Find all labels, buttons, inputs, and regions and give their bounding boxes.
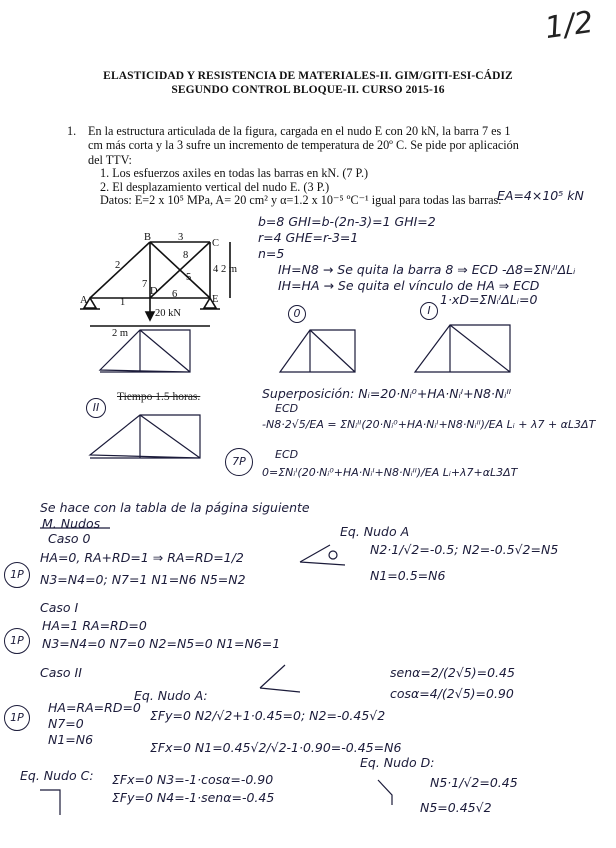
hw-superposition: Superposición: Nᵢ=20·Nᵢ⁰+HA·Nᵢᴵ+N8·Nᵢᴵᴵ <box>262 386 512 401</box>
points-marker-7p: 7P <box>225 448 253 476</box>
hw-caso-0: Caso 0 <box>48 531 91 546</box>
question-item-2: 2. El desplazamiento vertical del nudo E. (3 P.) <box>100 180 330 194</box>
node-d: E <box>212 294 219 305</box>
time-limit: Tiempo 1.5 horas. <box>117 391 201 403</box>
hw-eq-c-1: ΣFx=0 N3=-1·cosα=-0.90 <box>112 772 274 787</box>
dim-vertical: 2 m <box>221 264 238 275</box>
case-0-marker: 0 <box>288 305 306 323</box>
bar-label-6: 6 <box>172 289 178 300</box>
bar-label-4: 4 <box>213 264 219 275</box>
hw-caso2-c: N1=N6 <box>48 732 94 747</box>
bar-label-2: 2 <box>115 260 121 271</box>
header-title: ELASTICIDAD Y RESISTENCIA DE MATERIALES-II. GIM/GITI-ESI-CÁDIZ <box>103 70 513 82</box>
hw-eq-c: Eq. Nudo C: <box>20 768 94 783</box>
hw-eq-a-4: ΣFy=0 N2/√2+1·0.45=0; N2=-0.45√2 <box>150 708 386 723</box>
hw-ea: EA=4×10⁵ kN <box>497 188 584 203</box>
question-statement: En la estructura articulada de la figura, cargada en el nudo E con 20 kN, la barra 7 es 1 cm más corta y la 3 sufre un incremento de temperatura de 20º C. Se pide por aplicación del TTV: <box>88 124 519 167</box>
hw-eq-d-1: N5·1/√2=0.45 <box>430 775 518 790</box>
hw-eq-a-5: ΣFx=0 N1=0.45√2/√2-1·0.90=-0.45=N6 <box>150 740 402 755</box>
hw-cos: cosα=4/(2√5)=0.90 <box>390 686 514 701</box>
hw-ecd1: -N8·2√5/EA = ΣNᵢᴵᴵ(20·Nᵢ⁰+HA·Nᵢᴵ+N8·Nᵢᴵᴵ)/EA Lᵢ + λ7 + αL3ΔT <box>262 418 596 431</box>
page-number: 1/2 <box>542 4 596 47</box>
hw-ie: IH=HA → Se quita el vínculo de HA ⇒ ECD <box>278 278 540 293</box>
node-a: A <box>80 295 88 306</box>
question-item-1: 1. Los esfuerzos axiles en todas las barras en kN. (7 P.) <box>100 166 369 180</box>
question-datos: Datos: E=2 x 10⁵ MPa, A= 20 cm² y α=1.2 x 10⁻⁵ ºC⁻¹ igual para todas las barras. <box>100 193 502 207</box>
hw-tabla-note: Se hace con la tabla de la página siguiente <box>40 500 310 515</box>
dim-horizontal: 2 m <box>112 328 129 339</box>
bar-label-8: 8 <box>183 250 189 261</box>
question-number: 1. <box>67 124 77 138</box>
hw-caso2-b: N7=0 <box>48 716 84 731</box>
hw-hyper-3: n=5 <box>258 246 285 261</box>
hw-ih: IH=N8 → Se quita la barra 8 ⇒ ECD -Δ8=ΣNᵢᴵᴵΔLᵢ <box>278 262 576 277</box>
hw-eq-a-3: Eq. Nudo A: <box>134 688 208 703</box>
header-subtitle: SEGUNDO CONTROL BLOQUE-II. CURSO 2015-16 <box>171 84 445 96</box>
hw-eq-a-2: N1=0.5=N6 <box>370 568 446 583</box>
points-marker-2: 1P <box>4 628 30 654</box>
bar-label-1: 1 <box>120 297 126 308</box>
hw-ecd2-label: ECD <box>275 448 299 461</box>
case-1-marker: I <box>420 302 438 320</box>
hw-caso0-b: N3=N4=0; N7=1 N1=N6 N5=N2 <box>40 572 246 587</box>
hw-eq-a-1: N2·1/√2=-0.5; N2=-0.5√2=N5 <box>370 542 559 557</box>
hw-ecd2: 0=ΣNᵢᴵ(20·Nᵢ⁰+HA·Nᵢᴵ+N8·Nᵢᴵᴵ)/EA Lᵢ+λ7+αL3ΔT <box>262 466 518 479</box>
points-marker-3: 1P <box>4 705 30 731</box>
bar-label-3: 3 <box>178 232 184 243</box>
hw-caso2-a: HA=RA=RD=0 <box>48 700 141 715</box>
hw-caso0-a: HA=0, RA+RD=1 ⇒ RA=RD=1/2 <box>40 550 244 565</box>
hw-caso1-b: N3=N4=0 N7=0 N2=N5=0 N1=N6=1 <box>42 636 281 651</box>
bar-label-5: 5 <box>186 272 192 283</box>
hw-ecd1-label: ECD <box>275 402 299 415</box>
case-2-marker: II <box>86 398 106 418</box>
hw-hyper-2: r=4 GHE=r-3=1 <box>258 230 359 245</box>
bar-label-7: 7 <box>142 279 148 290</box>
hw-eq-d: Eq. Nudo D: <box>360 755 435 770</box>
hw-caso-2: Caso II <box>40 665 82 680</box>
hw-eq-a: Eq. Nudo A <box>340 524 410 539</box>
node-b: B <box>144 232 152 243</box>
points-marker-1: 1P <box>4 562 30 588</box>
hw-caso-1: Caso I <box>40 600 79 615</box>
load-label: 20 kN <box>155 308 181 319</box>
hw-eq-d-2: N5=0.45√2 <box>420 800 492 815</box>
hw-ie2: 1·xD=ΣNᵢᴵΔLᵢ=0 <box>440 292 538 307</box>
hw-hyper-1: b=8 GHI=b-(2n-3)=1 GHI=2 <box>258 214 436 229</box>
hw-caso1-a: HA=1 RA=RD=0 <box>42 618 147 633</box>
hw-sen: senα=2/(2√5)=0.45 <box>390 665 515 680</box>
hw-metodo: M. Nudos <box>42 516 101 531</box>
node-c: C <box>212 238 220 249</box>
hw-eq-c-2: ΣFy=0 N4=-1·senα=-0.45 <box>112 790 275 805</box>
node-e: D <box>150 286 158 297</box>
